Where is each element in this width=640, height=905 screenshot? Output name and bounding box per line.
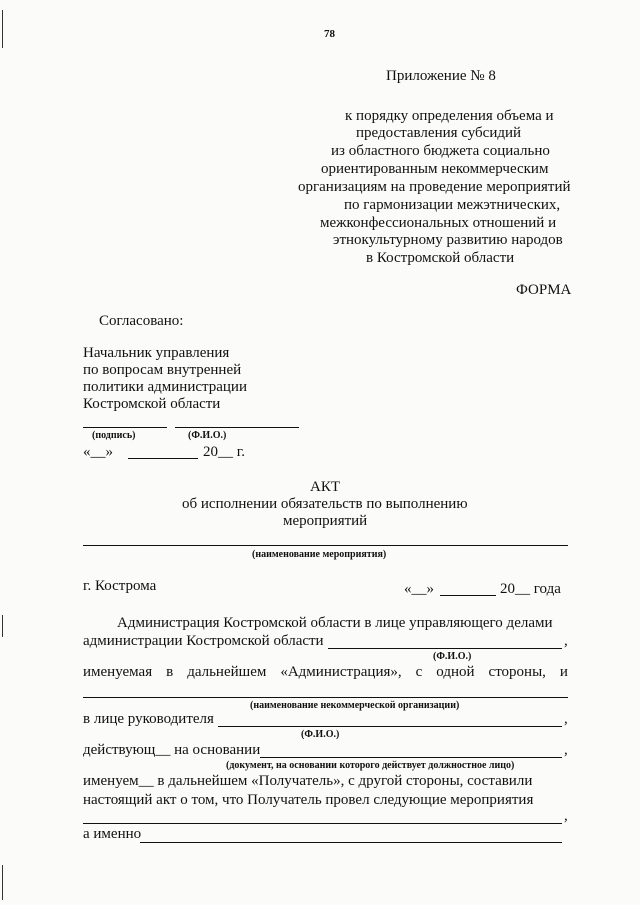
basis-document-line [260,757,562,758]
approval-heading: Согласовано: [99,313,184,329]
form-label: ФОРМА [516,282,572,298]
org-caption: (наименование некоммерческой организации) [250,700,460,711]
name-caption: (Ф.И.О.) [188,430,227,441]
act-date-year: 20__ года [500,581,561,597]
appendix-line: из областного бюджета социально [331,143,550,159]
signature-caption: (подпись) [92,430,136,441]
appendix-line: этнокультурному развитию народов [333,232,563,248]
position-line: политики администрации [83,379,247,395]
appendix-line: межконфессиональных отношений и [320,215,557,231]
event-caption: (наименование мероприятия) [252,549,387,560]
body-line-7: настоящий акт о том, что Получатель провел следующие мероприятия [83,792,534,808]
fio-caption: (Ф.И.О.) [433,651,472,662]
approval-date-year: 20__ г. [203,444,245,460]
word: «Администрация», [280,664,402,680]
word: дальнейшем [187,664,267,680]
name-line [175,427,299,428]
comma: , [564,633,568,649]
director-name-line [218,726,562,727]
doc-caption: (документ, на основании которого действует должностное лицо) [226,760,515,771]
approval-date-month-line [128,458,198,459]
body-line-4: в лице руководителя [83,711,214,727]
body-line-5: действующ__ на основании [83,742,261,758]
body-line-2: администрации Костромской области [83,633,324,649]
scan-edge-mark [2,615,3,637]
appendix-line: организациям на проведение мероприятий [298,179,571,195]
appendix-line: к порядку определения объема и [345,108,554,124]
body-line-6: именуем__ в дальнейшем «Получатель», с другой стороны, составили [83,773,533,789]
word: именуемая [83,664,153,680]
word: и [559,664,568,680]
word: стороны, [488,664,546,680]
appendix-line: предоставления субсидий [356,125,522,141]
appendix-line: по гармонизации межэтнических, [344,197,561,213]
act-date-month-line [440,595,496,596]
details-line [140,842,562,843]
page-number: 78 [324,28,335,40]
act-subtitle-line: мероприятий [283,513,368,529]
appendix-line: ориентированным некоммерческим [321,161,549,177]
city: г. Кострома [83,578,157,594]
body-line-1: Администрация Костромской области в лице управляющего делами [117,615,553,631]
fio-caption-2: (Ф.И.О.) [301,729,340,740]
word: с [415,664,423,680]
act-title: АКТ [310,479,340,495]
scan-edge-mark [2,865,3,900]
act-date-day: «__» [404,581,434,597]
word: в [166,664,174,680]
position-line: по вопросам внутренней [83,362,242,378]
appendix-title: Приложение № 8 [386,68,496,84]
appendix-line: в Костромской области [366,250,515,266]
position-line: Костромской области [83,396,221,412]
body-line-8: а именно [83,826,142,842]
organization-name-line [83,697,568,698]
comma: , [564,711,568,727]
word: одной [436,664,475,680]
approval-date-day: «__» [83,444,113,460]
act-subtitle-line: об исполнении обязательств по выполнению [182,496,468,512]
events-line [83,823,562,824]
body-line-3 [83,664,568,681]
position-line: Начальник управления [83,345,230,361]
manager-name-line [328,648,562,649]
signature-line [83,427,167,428]
event-name-line [83,545,568,546]
comma: , [564,808,568,824]
comma: , [564,742,568,758]
scan-edge-mark [2,10,3,48]
